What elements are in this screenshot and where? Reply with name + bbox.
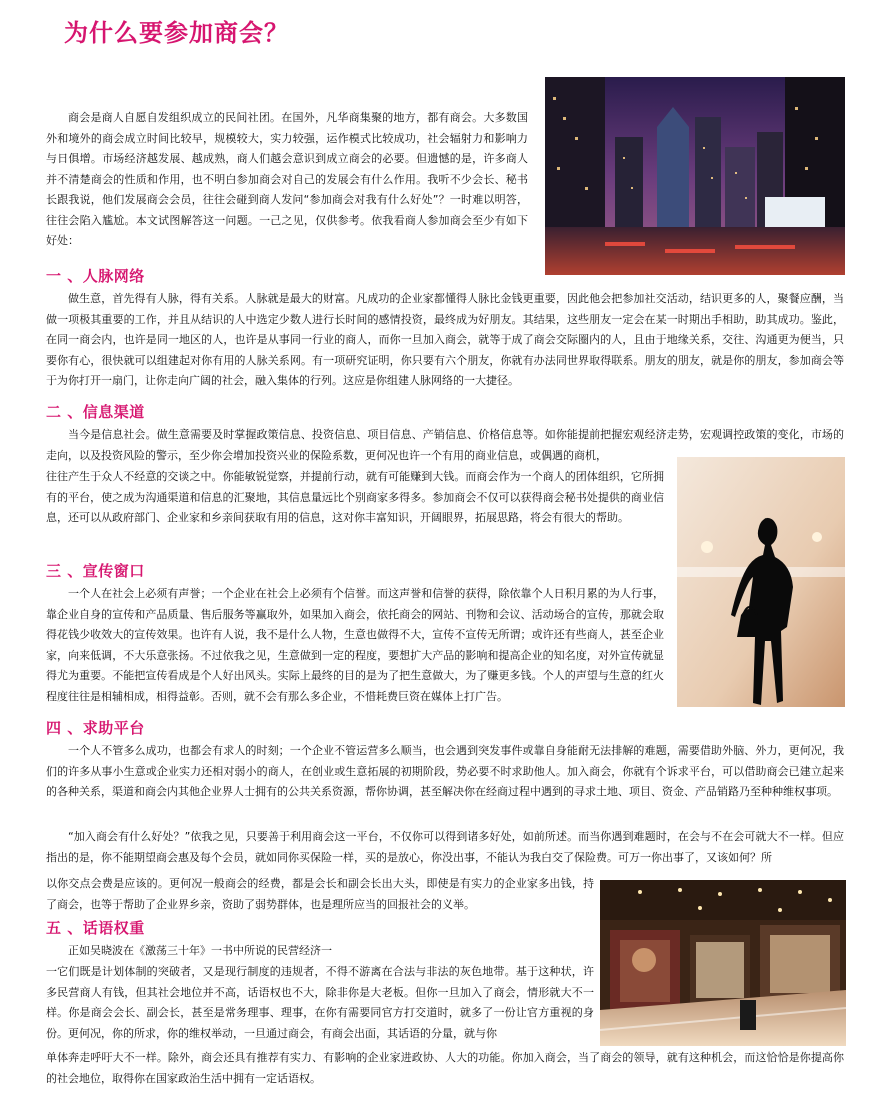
- shopping-woman-photo: [677, 457, 845, 707]
- section-body-5b: 单体奔走呼吁大不一样。除外，商会还具有推荐有实力、有影响的企业家进政协、人大的功能。你加入商会，当了商会的领导，就有这种机会，而这恰恰是你提高你的社会地位，取得你在国家政治生活中拥有一定话语权。: [46, 1051, 844, 1085]
- city-night-photo: [545, 77, 845, 275]
- section-body-2a: 当今是信息社会。做生意需要及时掌握政策信息、投资信息、项目信息、产销信息、价格信息等。如你能提前把握宏观经济走势，宏观调控政策的变化，市场的走向，以及投资风险的警示，至少你会增加投资兴业的保险系数，更何况也许一个有用的商业信息，或偶遇的商机，: [46, 428, 844, 462]
- section-body-3: 一个人在社会上必须有声誉；一个企业在社会上必须有个信誉。而这声誉和信誉的获得，除依靠个人日积月累的为人行事，靠企业自身的宣传和产品质量、售后服务等赢取外，如果加入商会，依托商会的网站、刊物和会议、活动场合的宣传，那就会取得花钱少收效大的宣传效果。也许有人说，我不是什么人物，生意也做得不大，宣传不宣传无所谓；或许还有些商人，甚至企业家，向来低调，不大乐意张扬。不过依我之见，生意做到一定的程度，要想扩大产品的影响和提高企业的知名度，对外宣传就显得尤为重要。不能把宣传看成是个人好出风头。实际上最终的目的是为了把生意做大，为了赚更多钱。个人的声望与生意的红火程度往往是相辅相成，相得益彰。否则，就不会有那么多企业，不惜耗费巨资在媒体上打广告。: [46, 587, 664, 703]
- section-heading-4: 四 、求助平台: [46, 719, 145, 737]
- intro-paragraph: 商会是商人自愿自发组织成立的民间社团。在国外，凡华商集聚的地方，都有商会。大多数国外和境外的商会成立时间比较早，规模较大，实力较强，运作模式比较成功，社会辐射力和影响力与日俱增。市场经济越发展、越成熟，商人们越会意识到成立商会的必要。但遗憾的是，许多商人并不清楚商会的性质和作用，也不明白参加商会对自己的发展会有什么作用。我听不少会长、秘书长跟我说，他们发展商会会员，往往会碰到商人发问“参加商会对我有什么好处”？一时难以明答，往往会陷入尴尬。本文试图解答这一问题。一己之见，仅供参考。依我看商人参加商会至少有如下好处：: [46, 111, 528, 247]
- section-body-4c: 以你交点会费是应该的。更何况一般商会的经费，都是会长和副会长出大头，即使是有实力的企业家多出钱，持了商会，也等于帮助了企业界乡亲，资助了弱势群体，也是理所应当的回报社会的义举。: [46, 877, 594, 911]
- section-heading-3: 三 、宣传窗口: [46, 562, 145, 580]
- section-heading-5: 五 、话语权重: [46, 919, 145, 937]
- shopping-mall-photo: [600, 880, 846, 1046]
- section-body-4b: “加入商会有什么好处？”依我之见，只要善于利用商会这一平台，不仅你可以得到诸多好处，如前所述。而当你遇到难题时，在会与不在会可就大不一样。但应指出的是，你不能期望商会惠及每个会员，就如同你买保险一样，买的是放心，你没出事，不能认为我白交了保险费。可万一你出事了，又该如何？所: [46, 830, 844, 864]
- section-heading-2: 二 、信息渠道: [46, 403, 145, 421]
- section-heading-1: 一 、人脉网络: [46, 267, 145, 285]
- section-body-4a: 一个人不管多么成功，也都会有求人的时刻；一个企业不管运营多么顺当，也会遇到突发事件或靠自身能耐无法排解的难题，需要借助外脑、外力，更何况，我们的许多从事小生意或企业实力还相对弱小的商人，在创业或生意拓展的初期阶段，势必要不时求助他人。加入商会，你就有个诉求平台，可以借助商会已建立起来的各种关系，渠道和商会内其他企业界人士拥有的公共关系资源，帮你协调，甚至解决你在经商过程中遇到的寻求土地、项目、资金、产品销路乃至种种维权事项。: [46, 744, 844, 798]
- page-title: 为什么要参加商会？: [64, 19, 289, 47]
- section-body-5a: 一它们既是计划体制的突破者，又是现行制度的违规者，不得不游离在合法与非法的灰色地带。基于这种状，许多民营商人有钱，但其社会地位并不高，话语权也不大，除非你是大老板。但你一旦加入了商会，情形就大不一样。你是商会会长、副会长，甚至是常务理事、理事，在你有需要同官方打交道时，就多了一份让官方重视的身份。更何况，你的所求，你的维权举动，一旦通过商会，有商会出面，其话语的分量，就与你: [46, 965, 594, 1040]
- section-quote-5: 正如吴晓波在《激荡三十年》一书中所说的民营经济一: [68, 944, 332, 957]
- section-body-2b: 往往产生于众人不经意的交谈之中。你能敏锐觉察，并提前行动，就有可能赚到大钱。而商会作为一个商人的团体组织，它所拥有的平台，使之成为沟通渠道和信息的汇聚地，其信息量远比个别商家多得多。参加商会不仅可以获得商会秘书处提供的商业信息，还可以从政府部门、企业家和乡亲间获取有用的信息，这对你丰富知识，开阔眼界，拓展思路，将会有很大的帮助。: [46, 470, 664, 524]
- section-body-1: 做生意，首先得有人脉，得有关系。人脉就是最大的财富。凡成功的企业家都懂得人脉比金钱更重要，因此他会把参加社交活动，结识更多的人，聚餐应酬，当做一项极其重要的工作，并且从结识的人中选定少数人进行长时间的感情投资，最终成为好朋友。其结果，这些朋友一定会在某一时期出手相助，助其成功。鉴此，在同一商会内，也许是同一地区的人，也许是从事同一行业的商人，而你一旦加入商会，就等于成了商会交际圈内的人，且由于地缘关系，交往、沟通更为便当，只要你有心，很快就可以组建起对你有用的人脉关系网。有一项研究证明，你只要有六个朋友，你就有办法同世界取得联系。朋友的朋友，就是你的朋友，参加商会等于为你打开一扇门，让你走向广阔的社会，融入集体的行列。这应是你组建人脉网络的一大捷径。: [46, 292, 844, 387]
